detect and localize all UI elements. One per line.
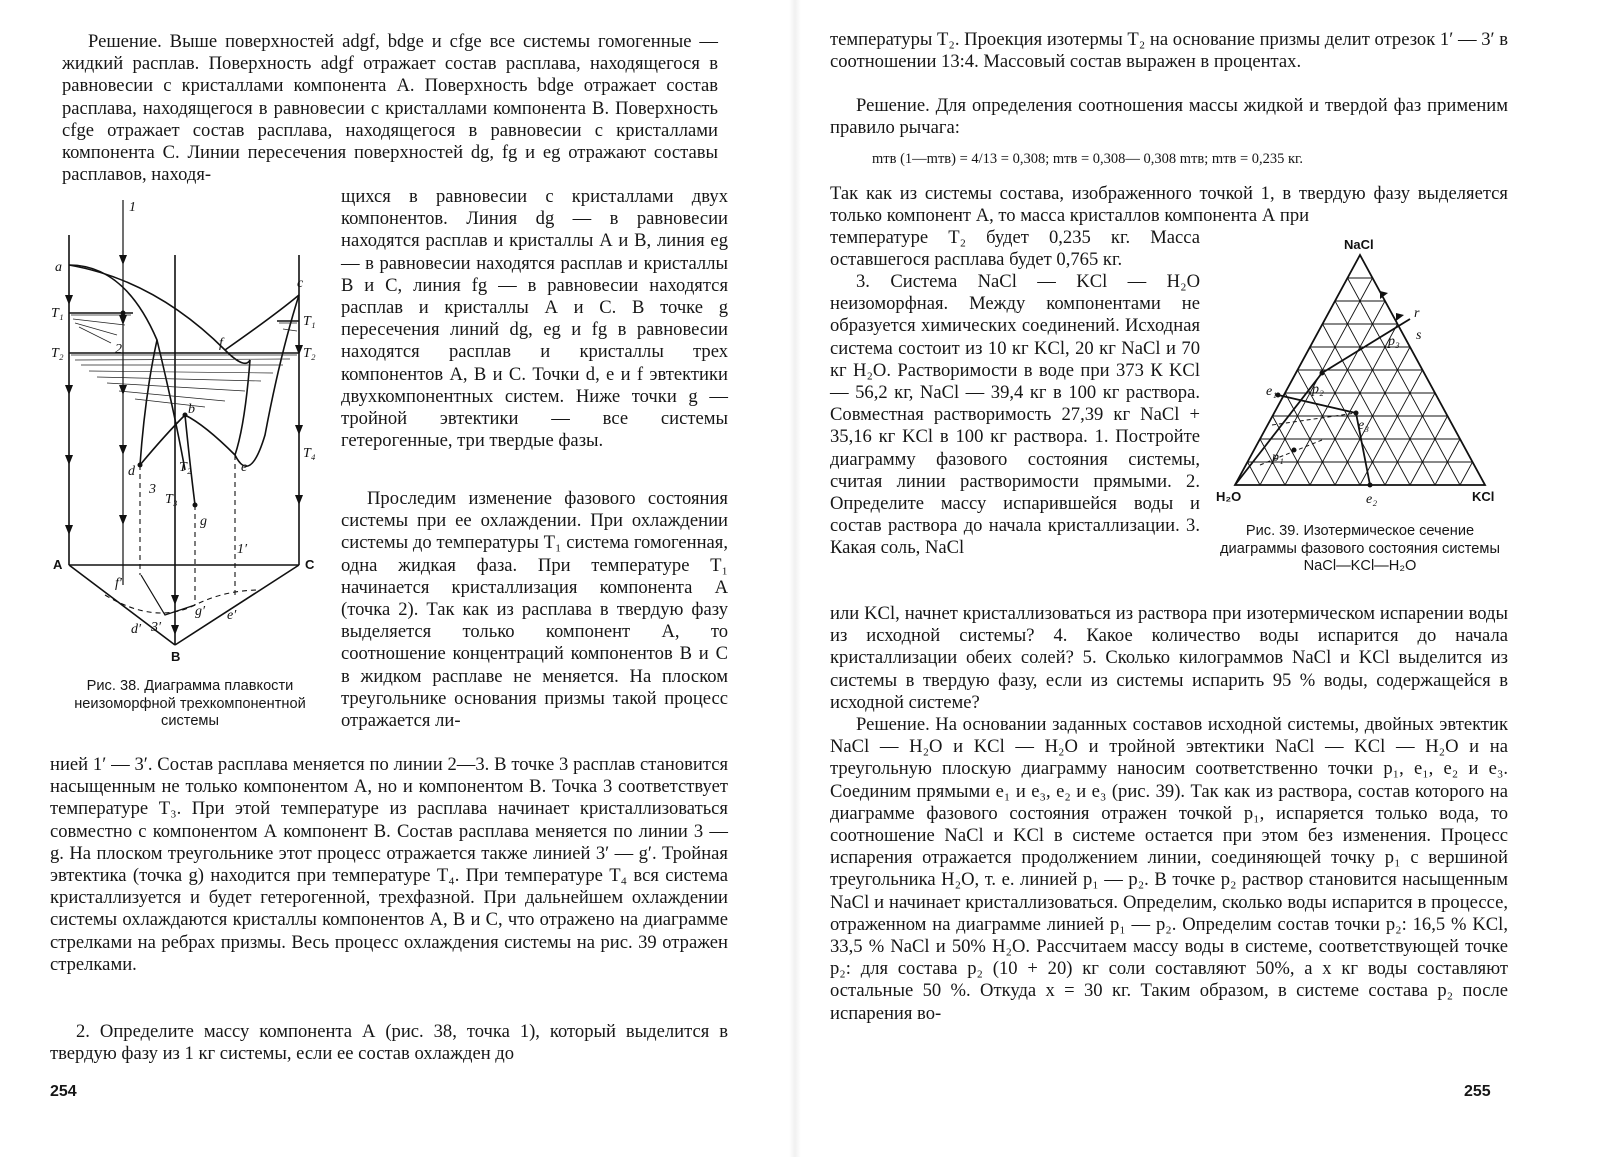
label-T1-left: T₁ <box>51 306 64 321</box>
label-g-prime: g′ <box>195 604 206 619</box>
label-g: g <box>200 514 207 529</box>
label-T4: T₄ <box>303 446 316 461</box>
right-paragraph-remaining-melt: температуре T₂ будет 0,235 кг. Масса оставшегося расплава будет 0,765 кг. <box>830 227 1200 271</box>
label-T3: T₃ <box>165 492 178 507</box>
label-a: a <box>55 260 62 275</box>
left-page <box>0 0 790 1157</box>
right-paragraph-mass-A: Так как из системы состава, изображенного точкой 1, в твердую фазу выделяется только компонент А, то масса кристаллов компонента А при <box>830 183 1508 227</box>
label-point-2: 2 <box>115 342 122 357</box>
left-page-number: 254 <box>50 1083 77 1100</box>
right-paragraph-questions: или KCl, начнет кристаллизоваться из раствора при изотермическом испарении воды из исходной системы? 4. Какое количество воды испарится до начала кристаллизации обеих солей? 5. Сколько килограммов NaCl и KCl выделится из системы в твердую фазу, если из системы испарить 95 % воды, содержащейся в исходной системе? <box>830 603 1508 713</box>
right-paragraph-continuation: температуры T₂. Проекция изотермы T₂ на основание призмы делит отрезок 1′ — 3′ в соотношении 13:4. Массовый состав выражен в процентах. <box>830 29 1508 73</box>
label-T2-left: T₂ <box>51 346 64 361</box>
label-e3: e₃ <box>1358 418 1370 433</box>
label-point-3: 3 <box>149 482 156 497</box>
label-e-prime: e′ <box>227 608 237 623</box>
label-NaCl: NaCl <box>1344 237 1374 252</box>
label-H2O: H₂O <box>1216 489 1242 504</box>
label-d: d <box>128 464 135 479</box>
label-s: s <box>1416 328 1422 343</box>
right-paragraph-solution: Решение. На основании заданных составов исходной системы, двойных эвтектик NaCl — H₂O и KCl — H₂O и тройной эвтектики NaCl — KCl — H₂O и на треугольную плоскую диаграмму наносим соответственно точки p₁, e₁, e₂ и e₃. Соединим прямыми e₁ и e₃, e₂ и e₃ (рис. 39). Так как из раствора, состав которого на диаграмме фазового состояния отражен точкой p₁, испаряется только вода, то соотношение NaCl и KCl в системе остается при этом без изменения. Процесс испарения отражается продолжением линии, соединяющей точку p₁ с вершиной треугольника H₂O, т. е. линией p₁ — p₂. В точке p₂ раствор становится насыщенным NaCl и начинает кристаллизоваться. Определим, сколько воды испарится в процессе, отраженном на диаграмме линией p₁ — p₂. Определим состав точки p₂: 16,5 % KCl, 33,5 % NaCl и 50% H₂O. Рассчитаем массу воды в системе, соответствующей точке p₂: для состава p₂ (10 + 20) кг соли составляют 50%, а x кг воды составляют остальные 50 %. Откуда x = 30 кг. Таким образом, в системе состава p₂ после испарения во- <box>830 714 1508 1024</box>
left-paragraph-lines: щихся в равновесии с кристаллами двух компонентов. Линия dg — в равновесии находятся расплав и кристаллы А и В, линия eg — в равновесии находятся расплав и кристаллы В и С, линия fg — в равновесии находятся расплав и кристаллы А и С. В точке g пересечения линий dg, eg и fg в равновесии находятся расплав и кристаллы трех компонентов А, В и С. Точки d, e и f эвтектики двухкомпонентных систем. Ниже точки g — тройной эвтектики — все системы гетерогенные, три твердые фазы. <box>341 186 728 452</box>
label-3-prime: 3′ <box>151 620 162 635</box>
figure-39-caption: Рис. 39. Изотермическое сечение диаграммы фазового состояния системы NaCl—KCl—H₂O <box>1220 523 1500 574</box>
label-vertex-B: B <box>171 649 181 664</box>
label-p3: p₃ <box>1388 334 1400 349</box>
label-vertex-A: A <box>53 557 63 572</box>
label-KCl: KCl <box>1472 489 1495 504</box>
label-T1-right: T₁ <box>303 314 316 329</box>
label-p1: p₁ <box>1272 450 1284 465</box>
right-page-number: 255 <box>1464 1083 1491 1100</box>
figure-38-melting-diagram <box>45 195 335 675</box>
label-point-1: 1 <box>129 200 136 215</box>
figure-38-caption: Рис. 38. Диаграмма плавкости неизоморфной трехкомпонентной системы <box>74 678 306 729</box>
label-p2: p₂ <box>1312 382 1324 397</box>
left-paragraph-solution: Решение. Выше поверхностей adgf, bdge и cfge все системы гомогенные — жидкий расплав. Поверхность adgf отражает состав расплава, находящегося в равновесии с кристаллами компонента А. Поверхность bdge отражает состав расплава, находящегося в равновесии с кристаллами компонента В. Поверхность cfge отражает состав расплава, находящегося в равновесии с кристаллами компонента С. Линии пересечения поверхностей dg, fg и eg отражают составы расплавов, находя- <box>62 31 718 186</box>
right-paragraph-lever-rule: Решение. Для определения соотношения массы жидкой и твердой фаз применим правило рычага: <box>830 95 1508 139</box>
label-b: b <box>188 402 195 417</box>
label-r: r <box>1414 306 1420 321</box>
right-paragraph-task-3: 3. Система NaCl — KCl — H₂O неизоморфная. Между компонентами не образуется химических соединений. Исходная система состоит из 10 кг KCl, 20 кг NaCl и 70 кг H₂O. Растворимости в воде при 373 К KCl — 56,2 кг, NaCl — 39,4 кг в 100 кг раствора. Совместная растворимость 27,39 кг NaCl + 35,16 кг KCl в 100 кг раствора. 1. Постройте диаграмму фазового состояния системы, считая линии растворимости прямыми. 2. Определите массу испарившейся воды и состав раствора до начала кристаллизации. 3. Какая соль, NaCl <box>830 271 1200 559</box>
label-c: c <box>297 276 304 291</box>
left-paragraph-process: нией 1′ — 3′. Состав расплава меняется по линии 2—3. В точке 3 расплав становится насыщенным не только компонентом А, но и компонентом В. Точка 3 соответствует температуре T₃. При этой температуре из расплава начинает кристаллизоваться совместно с компонентом А компонент В. Состав расплава меняется по линии 3 — g. На плоском треугольнике этот процесс отражается также линией 3′ — g′. Тройная эвтектика (точка g) находится при температуре T₄. При температуре T₄ вся система кристаллизуется и будет гетерогенной, трехфазной. При дальнейшем охлаждении системы охлаждаются кристаллы компонентов А, В и С, что отражено на диаграмме стрелками на ребрах призмы. Весь процесс охлаждения системы на рис. 39 отражен стрелками. <box>50 754 728 975</box>
label-T2-right: T₂ <box>303 346 316 361</box>
label-f: f <box>219 336 223 351</box>
label-e2: e₂ <box>1366 492 1378 507</box>
figure-39-ternary-diagram <box>1210 235 1510 510</box>
label-e: e <box>241 460 248 475</box>
label-T2-center: T₂ <box>179 460 192 475</box>
right-page <box>800 0 1600 1157</box>
label-1-prime: 1′ <box>237 542 248 557</box>
left-paragraph-task-2: 2. Определите массу компонента А (рис. 38, точка 1), который выделится в твердую фазу из 1 кг системы, если ее состав охлажден до <box>50 1021 728 1065</box>
label-e1: e₁ <box>1266 384 1278 399</box>
left-paragraph-cooling: Проследим изменение фазового состояния системы при ее охлаждении. При охлаждении системы до температуры T₁ система гомогенная, одна жидкая фаза. При температуре T₁ начинается кристаллизация компонента А (точка 2). Так как из расплава в твердую фазу выделяется только компонент А, то соотношение концентраций компонентов В и С в жидком расплаве не меняется. На плоском треугольнике основания призмы такой процесс отражается ли- <box>341 488 728 732</box>
label-vertex-C: C <box>305 557 315 572</box>
label-d-prime: d′ <box>131 622 142 637</box>
lever-rule-formula: mтв (1—mтв) = 4/13 = 0,308; mтв = 0,308— 0,308 mтв; mтв = 0,235 кг. <box>872 151 1303 167</box>
label-f-prime: f′ <box>115 576 122 591</box>
